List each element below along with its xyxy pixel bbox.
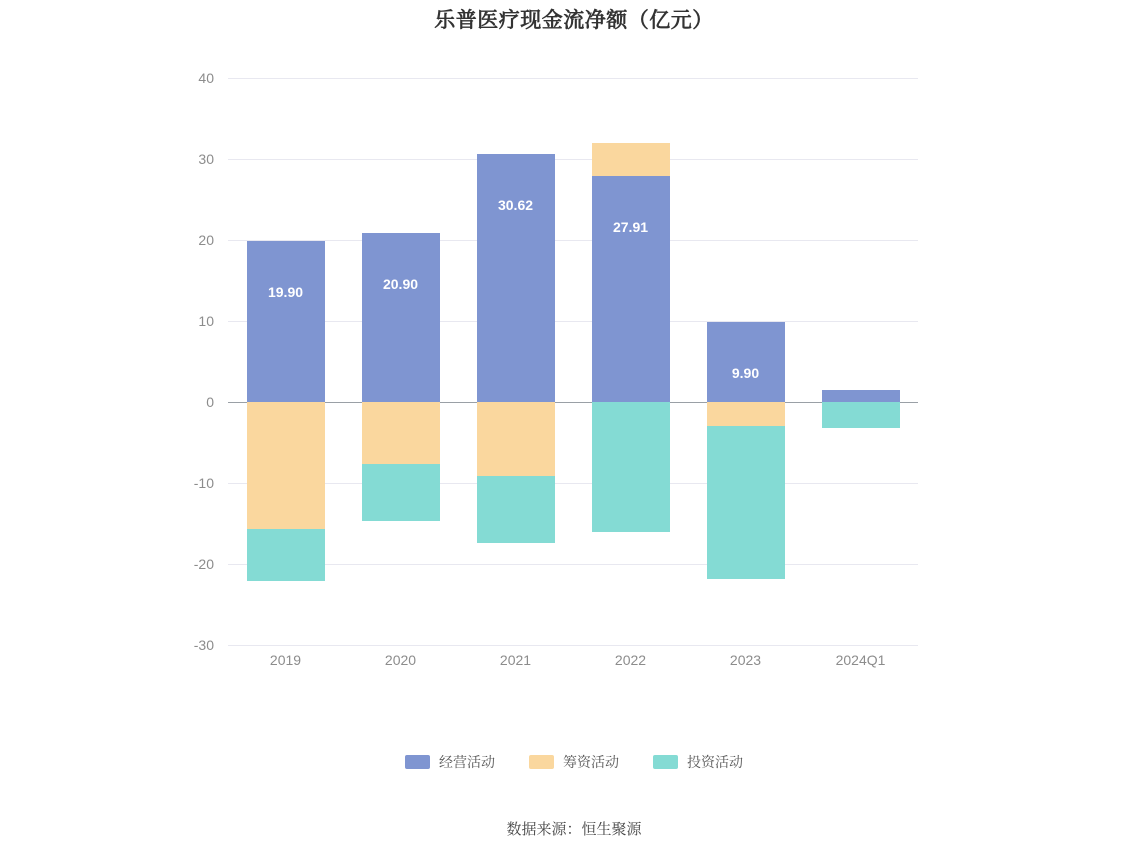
- plot-area: [193, 70, 918, 668]
- bar-value-label: 30.62: [497, 196, 534, 213]
- legend-label: 投资活动: [687, 754, 743, 770]
- bar-segment[interactable]: [592, 402, 670, 532]
- zero-axis-line: [228, 402, 918, 403]
- bar-segment[interactable]: [247, 402, 325, 529]
- gridline: [228, 564, 918, 565]
- gridline: [228, 78, 918, 79]
- legend-item[interactable]: [405, 752, 495, 772]
- legend-swatch: [405, 755, 430, 769]
- legend-item[interactable]: [653, 752, 743, 772]
- bar-segment[interactable]: [707, 426, 785, 578]
- bar-segment[interactable]: [822, 402, 900, 428]
- bar-group[interactable]: [592, 78, 670, 645]
- legend-swatch: [653, 755, 678, 769]
- bar-value-label: 1.42: [846, 433, 875, 450]
- bar-segment[interactable]: [247, 241, 325, 402]
- bar-group[interactable]: [362, 78, 440, 645]
- bar-value-label: 9.90: [731, 364, 760, 381]
- bar-group[interactable]: [247, 78, 325, 645]
- gridline: [228, 321, 918, 322]
- bar-segment[interactable]: [362, 402, 440, 464]
- bar-segment[interactable]: [477, 154, 555, 402]
- bar-segment[interactable]: [822, 390, 900, 402]
- y-axis-tick-label: -10: [193, 475, 214, 491]
- bar-segment[interactable]: [362, 464, 440, 521]
- bar-value-label: 19.90: [267, 283, 304, 300]
- gridline: [228, 240, 918, 241]
- bar-segment[interactable]: [707, 402, 785, 426]
- x-axis-tick-label: 2023: [729, 652, 762, 668]
- bar-value-label: 20.90: [382, 275, 419, 292]
- bar-segment[interactable]: [592, 143, 670, 176]
- gridline: [228, 159, 918, 160]
- legend-item[interactable]: [529, 752, 619, 772]
- bar-group[interactable]: [707, 78, 785, 645]
- y-axis-tick-label: -30: [193, 637, 214, 653]
- bar-segment[interactable]: [592, 176, 670, 402]
- bar-group[interactable]: [477, 78, 555, 645]
- gridline: [228, 645, 918, 646]
- y-axis-tick-label: 10: [198, 313, 214, 329]
- gridline: [228, 483, 918, 484]
- legend-label: 经营活动: [439, 754, 495, 770]
- legend-swatch: [529, 755, 554, 769]
- x-axis-tick-label: 2019: [269, 652, 302, 668]
- bar-segment[interactable]: [707, 322, 785, 402]
- y-axis-tick-label: 40: [198, 70, 214, 86]
- bar-segment[interactable]: [477, 476, 555, 543]
- legend-label: 筹资活动: [563, 754, 619, 770]
- x-axis-tick-label: 2021: [499, 652, 532, 668]
- bar-value-label: 27.91: [612, 218, 649, 235]
- bar-segment[interactable]: [362, 233, 440, 402]
- x-axis-tick-label: 2020: [384, 652, 417, 668]
- data-source-note: 数据来源：恒生聚源: [506, 821, 642, 838]
- chart-title: 乐普医疗现金流净额（亿元）: [434, 9, 714, 32]
- y-axis-tick-label: -20: [193, 556, 214, 572]
- x-axis-tick-label: 2022: [614, 652, 647, 668]
- y-axis-tick-label: 0: [206, 394, 214, 410]
- x-axis-tick-label: 2024Q1: [835, 652, 886, 668]
- y-axis-tick-label: 30: [198, 151, 214, 167]
- bar-segment[interactable]: [247, 529, 325, 581]
- bar-segment[interactable]: [477, 402, 555, 476]
- bar-group[interactable]: [822, 78, 900, 645]
- y-axis-tick-label: 20: [198, 232, 214, 248]
- chart-legend: [0, 752, 1148, 772]
